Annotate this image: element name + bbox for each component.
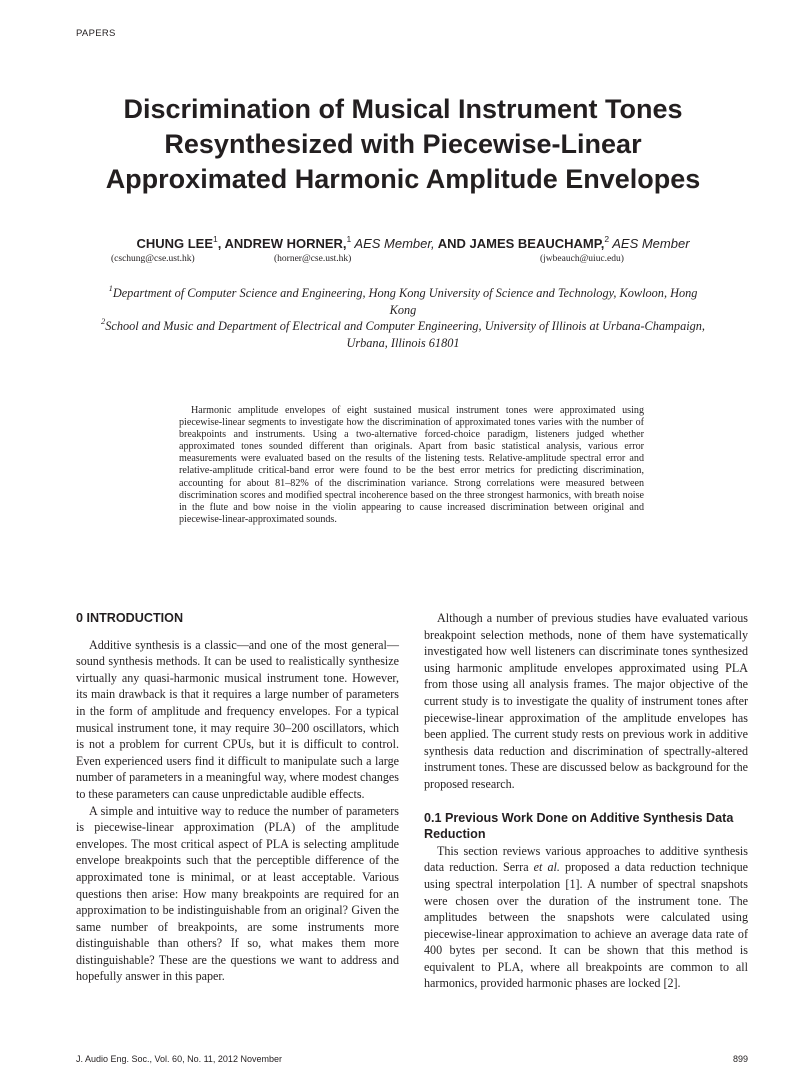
author-emails — [0, 254, 806, 268]
affiliation-2-text: School and Music and Department of Electrical and Computer Engineering, University of Illinois at Urbana-Champaign, Urbana, Illinois 61801 — [105, 319, 705, 350]
affiliation-1 — [100, 282, 706, 318]
author-2-role: AES Member, — [351, 236, 435, 251]
title-line-1: Discrimination of Musical Instrument Tones — [123, 94, 683, 124]
author-2-email: (horner@cse.ust.hk) — [274, 254, 352, 264]
affiliations — [100, 282, 706, 351]
intro-paragraph-3: Although a number of previous studies have evaluated various breakpoint selection methods, none of them have systematically investigated how well listeners can discriminate tones synthesized using harmonic amplitude envelopes approximated using PLA from those using all analysis frames. The major objective of the current study is to investigate the quality of instrument tones after piecewise-linear approximation of the amplitude envelopes has been applied. The current study rests on previous work in additive synthesis data reduction and discrimination of spectrally-altered instrument tones. These are discussed below as background for the proposed research. — [424, 611, 748, 791]
author-1-affiliation-mark: 1 — [213, 233, 218, 244]
author-1-email: (cschung@cse.ust.hk) — [111, 254, 195, 264]
previous-work-paragraph — [424, 843, 748, 992]
footer-journal-citation: J. Audio Eng. Soc., Vol. 60, No. 11, 2012 November — [76, 1054, 282, 1064]
abstract: Harmonic amplitude envelopes of eight sustained musical instrument tones were approximated using piecewise-linear segments to investigate how the discrimination of approximated tones varies with the number of breakpoints and instruments. Using a two-alternative forced-choice paradigm, listeners judged whether approximated tones sounded different than originals. Apart from basic statistical analysis, various error measurements were evaluated based on the results of the listening tests. Relative-amplitude spectral error and relative-amplitude critical-band error were found to be the best error metrics for predicting discrimination, accounting for about 81–82% of the discrimination variance. Strong correlations were measured between discrimination scores and modified spectral incoherence based on the three strongest harmonics, with breath noise in the flute and bow noise in the violin appearing to cause increased discrimination between original and piecewise-linear-approximated sounds. — [179, 405, 644, 525]
section-heading-introduction: 0 INTRODUCTION — [76, 611, 184, 625]
title-line-2: Resynthesized with Piecewise-Linear — [164, 129, 642, 159]
previous-work-et-al: et al. — [533, 860, 560, 875]
previous-work-text-b: proposed a data reduction technique using spectral interpolation [1]. A number of spectral snapshots were chosen over the duration of the instrument tone. The amplitudes between the snapshots were calculated using piecewise-linear approximation to achieve an average data rate of 400 bytes per second. It can be shown that this method is equivalent to PLA, where all breakpoints are common to all harmonics, provided harmonic phases are locked [2]. — [424, 860, 748, 991]
author-1-name: CHUNG LEE — [136, 236, 214, 251]
intro-paragraph-2: A simple and intuitive way to reduce the number of parameters is piecewise-linear approximation (PLA) of the amplitude envelopes. The most critical aspect of PLA is selecting amplitude envelope breakpoints such that the perceptible difference of the approximated tone is minimal, or at least acceptable. Various questions then arise: How many breakpoints are required for an approximation to be indistinguishable from an original? Given the same number of breakpoints, are some instruments more distinguishable than others? If so, what makes them more distinguishable? These are the questions we want to address and hopefully answer in this paper. — [76, 803, 399, 984]
author-3-affiliation-mark: 2 — [604, 233, 610, 244]
left-column — [76, 610, 399, 985]
affiliation-1-text: Department of Computer Science and Engineering, Hong Kong University of Science and Technology, Kowloon, Hong Kong — [112, 286, 698, 317]
intro-paragraph-1: Additive synthesis is a classic—and one of the most general—sound synthesis methods. It can be used to realistically synthesize virtually any quasi-harmonic musical instrument tone. However, its main drawback is that it requires a large number of parameters in the form of amplitude and frequency envelopes. For a typical musical instrument tone, it may require 30–200 oscillators, which is not a problem for current CPUs, but it is difficult to control. Even experienced users find it difficult to manipulate such a large number of parameters in a meaningful way, where modest changes to these parameters can cause unpredictable audible effects. — [76, 637, 399, 801]
running-header: PAPERS — [76, 28, 116, 39]
author-3-email: (jwbeauch@uiuc.edu) — [540, 254, 624, 264]
author-3-role: AES Member — [609, 236, 690, 251]
author-line — [40, 233, 786, 251]
affiliation-2-mark: 2 — [101, 315, 106, 326]
previous-work-text-a: This section reviews various approaches to additive synthesis data reduction. Serra — [424, 843, 748, 875]
paper-title — [60, 92, 746, 197]
affiliation-1-mark: 1 — [108, 282, 113, 293]
title-line-3: Approximated Harmonic Amplitude Envelopes — [105, 164, 701, 194]
right-column — [424, 610, 748, 992]
affiliation-2 — [100, 315, 706, 351]
author-2-name: , ANDREW HORNER, — [217, 236, 347, 251]
author-3-name: AND JAMES BEAUCHAMP, — [434, 236, 605, 251]
author-2-affiliation-mark: 1 — [346, 233, 352, 244]
section-heading-previous-work: 0.1 Previous Work Done on Additive Synthesis Data Reduction — [424, 810, 734, 842]
page-number: 899 — [732, 1054, 748, 1064]
